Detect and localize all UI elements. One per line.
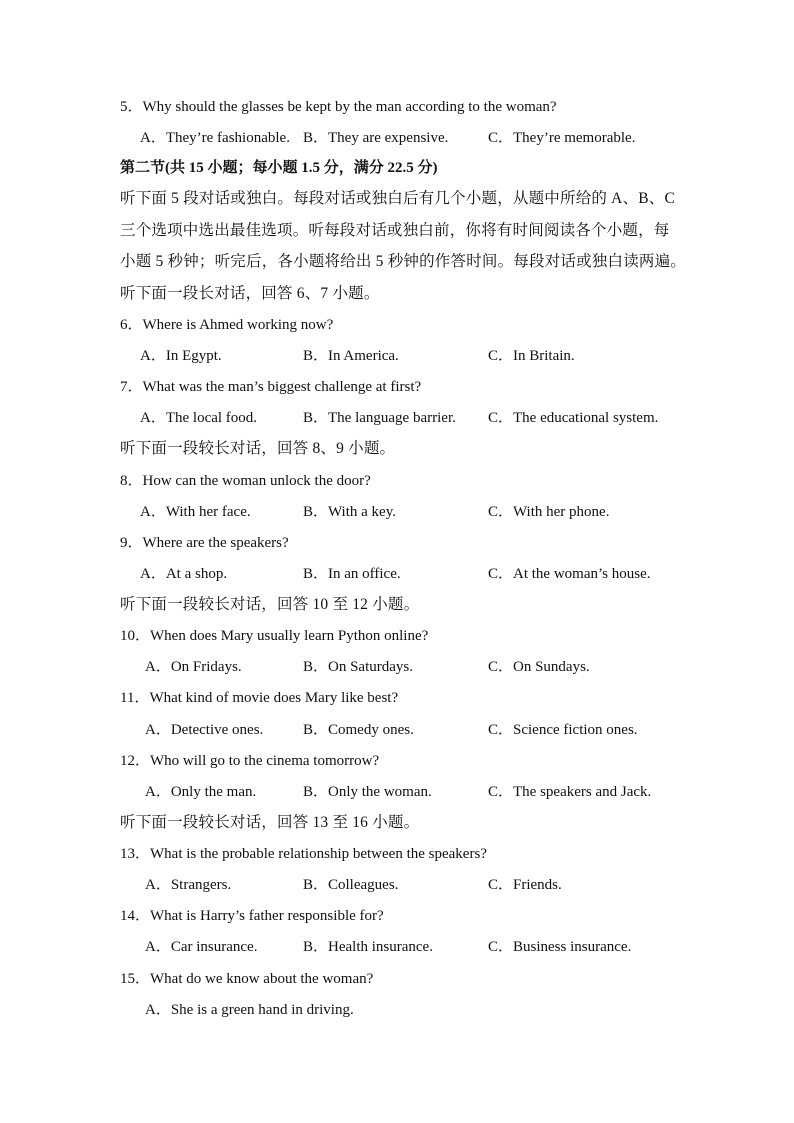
question-10-option-b: B．On Saturdays. [303, 659, 413, 675]
question-8-option-c: C．With her phone. [488, 504, 610, 520]
question-11-stem: 11．What kind of movie does Mary like best? [120, 690, 399, 706]
question-6-option-b: B．In America. [303, 348, 399, 364]
question-7-option-c: C．The educational system. [488, 410, 659, 426]
question-14-option-c: C．Business insurance. [488, 939, 632, 955]
dialog-2-intro: 听下面一段较长对话，回答 8、9 小题。 [120, 440, 396, 457]
question-7-stem: 7．What was the man’s biggest challenge at first? [120, 379, 422, 395]
question-9-option-b: B．In an office. [303, 566, 401, 582]
question-12-option-b: B．Only the woman. [303, 784, 432, 800]
dialog-1-intro: 听下面一段长对话，回答 6、7 小题。 [120, 285, 380, 302]
question-7-option-a: A．The local food. [140, 410, 258, 426]
question-8-stem: 8．How can the woman unlock the door? [120, 473, 371, 489]
question-13-option-c: C．Friends. [488, 877, 562, 893]
question-6-stem: 6．Where is Ahmed working now? [120, 317, 334, 333]
question-13-stem: 13．What is the probable relationship between the speakers? [120, 846, 487, 862]
question-14-stem: 14．What is Harry’s father responsible for? [120, 908, 384, 924]
question-9-option-c: C．At the woman’s house. [488, 566, 651, 582]
question-6-option-a: A．In Egypt. [140, 348, 222, 364]
question-9-option-a: A．At a shop. [140, 566, 228, 582]
question-15-option-a: A．She is a green hand in driving. [145, 1002, 354, 1018]
question-5-option-a: A．They’re fashionable. [140, 130, 290, 146]
question-12-option-c: C．The speakers and Jack. [488, 784, 652, 800]
instructions-line-3: 小题 5 秒钟；听完后，各小题将给出 5 秒钟的作答时间。每段对话或独白读两遍。 [120, 253, 687, 270]
dialog-4-intro: 听下面一段较长对话，回答 13 至 16 小题。 [120, 814, 420, 831]
question-9-stem: 9．Where are the speakers? [120, 535, 289, 551]
question-12-option-a: A．Only the man. [145, 784, 257, 800]
instructions-line-1: 听下面 5 段对话或独白。每段对话或独白后有几个小题，从题中所给的 A、B、C [120, 190, 676, 207]
question-5-option-b: B．They are expensive. [303, 130, 449, 146]
question-10-option-c: C．On Sundays. [488, 659, 590, 675]
question-13-option-a: A．Strangers. [145, 877, 232, 893]
instructions-line-2: 三个选项中选出最佳选项。听每段对话或独白前，你将有时间阅读各个小题，每 [120, 222, 670, 239]
question-13-option-b: B．Colleagues. [303, 877, 399, 893]
question-11-option-c: C．Science fiction ones. [488, 722, 638, 738]
question-12-stem: 12．Who will go to the cinema tomorrow? [120, 753, 380, 769]
question-11-option-b: B．Comedy ones. [303, 722, 414, 738]
question-5-stem: 5．Why should the glasses be kept by the man according to the woman? [120, 99, 557, 115]
section-2-title: 第二节(共 15 小题；每小题 1.5 分，满分 22.5 分) [120, 160, 438, 176]
question-11-option-a: A．Detective ones. [145, 722, 264, 738]
question-10-stem: 10．When does Mary usually learn Python online? [120, 628, 429, 644]
question-14-option-a: A．Car insurance. [145, 939, 258, 955]
question-15-stem: 15．What do we know about the woman? [120, 971, 374, 987]
dialog-3-intro: 听下面一段较长对话，回答 10 至 12 小题。 [120, 596, 420, 613]
question-5-option-c: C．They’re memorable. [488, 130, 636, 146]
question-6-option-c: C．In Britain. [488, 348, 575, 364]
question-7-option-b: B．The language barrier. [303, 410, 456, 426]
question-8-option-a: A．With her face. [140, 504, 251, 520]
question-10-option-a: A．On Fridays. [145, 659, 242, 675]
question-8-option-b: B．With a key. [303, 504, 396, 520]
question-14-option-b: B．Health insurance. [303, 939, 433, 955]
